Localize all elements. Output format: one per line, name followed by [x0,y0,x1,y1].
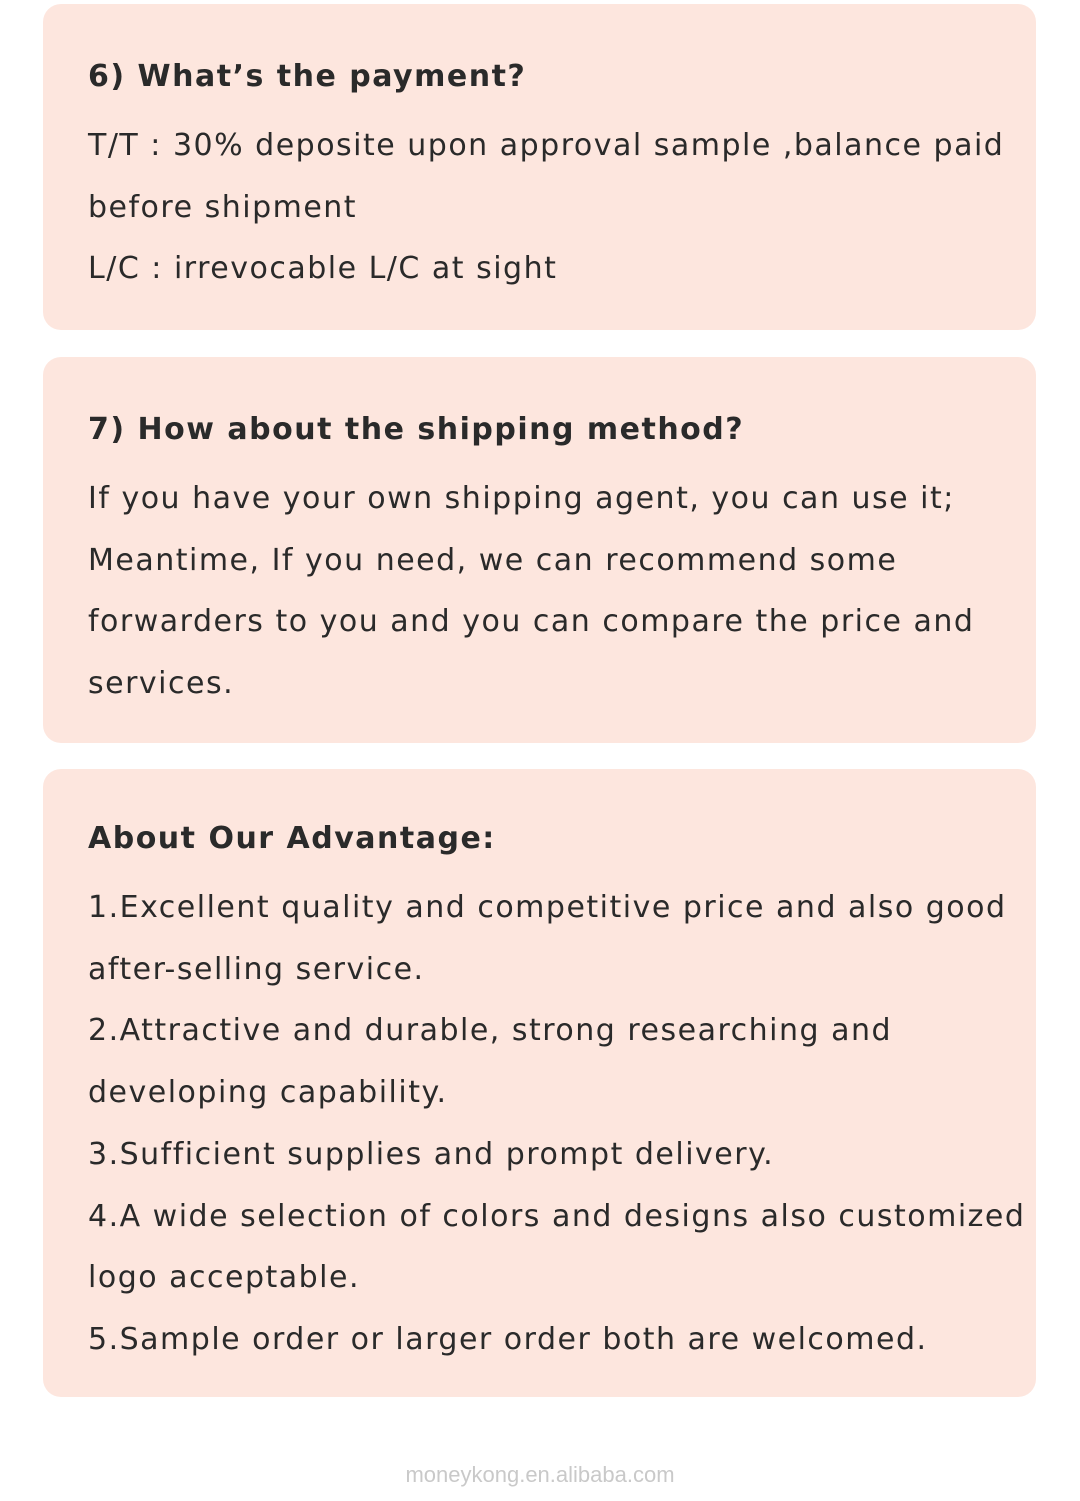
card-line: logo acceptable. [88,1260,361,1296]
card-title: 7) How about the shipping method? [88,412,745,447]
card-line: L/C : irrevocable L/C at sight [88,251,558,287]
card-line: 1.Excellent quality and competitive price and also good [88,890,1007,925]
card-line: services. [88,666,235,702]
card-line: forwarders to you and you can compare the price and [88,604,975,640]
card-line: before shipment [88,189,358,225]
card-line: developing capability. [88,1075,448,1111]
card-body [88,468,1006,715]
advantage-card [43,769,1036,1397]
card-line: after-selling service. [88,951,425,987]
card-line: 3.Sufficient supplies and prompt delivery. [88,1136,775,1172]
card-body [88,877,1026,1371]
card-title: About Our Advantage: [88,821,496,856]
faq-card-shipping [43,357,1036,743]
card-line: 2.Attractive and durable, strong researching and [88,1013,893,1049]
faq-card-payment [43,4,1036,330]
card-line: Meantime, If you need, we can recommend some [88,542,898,578]
watermark: moneykong.en.alibaba.com [405,1462,675,1487]
card-line: If you have your own shipping agent, you can use it; [88,481,955,516]
card-line: 5.Sample order or larger order both are welcomed. [88,1321,928,1357]
card-title: 6) What’s the payment? [88,59,527,94]
card-line: 4.A wide selection of colors and designs also customized [88,1198,1026,1234]
card-body [88,115,1006,300]
card-line: T/T : 30% deposite upon approval sample ,balance paid [88,128,1005,163]
